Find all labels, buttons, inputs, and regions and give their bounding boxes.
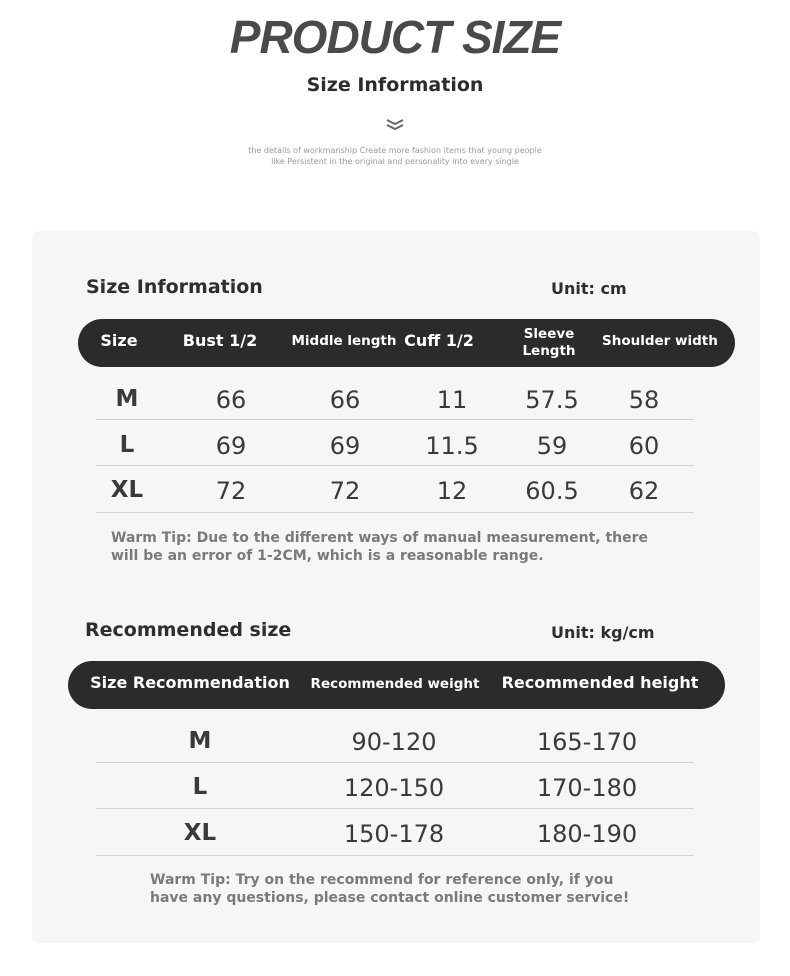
table-cell-shoulder-width: 60 bbox=[628, 432, 660, 460]
column-header-cuff: Cuff 1/2 bbox=[404, 331, 474, 350]
measurement-tip: Warm Tip: Due to the different ways of manual measurement, there will be an error of 1-2CM, which is a reasonable range. bbox=[111, 530, 649, 564]
column-header-recommended-height: Recommended height bbox=[501, 673, 699, 692]
table-cell-size: XL bbox=[183, 820, 217, 846]
column-header-recommended-weight: Recommended weight bbox=[310, 676, 480, 692]
tagline-line-1: the details of workmanship Create more fashion items that young people bbox=[248, 146, 542, 155]
table-cell-shoulder-width: 58 bbox=[628, 386, 660, 414]
table-cell-height: 165-170 bbox=[536, 728, 638, 756]
table-cell-cuff: 11.5 bbox=[425, 432, 479, 460]
column-header-middle-length: Middle length bbox=[291, 333, 397, 349]
table-cell-bust: 69 bbox=[215, 432, 247, 460]
page-title: PRODUCT SIZE bbox=[229, 11, 561, 63]
table-cell-size: L bbox=[119, 432, 135, 458]
column-header-bust: Bust 1/2 bbox=[182, 331, 258, 350]
row-divider bbox=[96, 808, 694, 809]
row-divider bbox=[96, 465, 694, 466]
recommended-table-header bbox=[68, 661, 725, 709]
table-cell-sleeve-length: 57.5 bbox=[525, 386, 579, 414]
size-info-table-header bbox=[78, 319, 735, 367]
table-cell-weight: 90-120 bbox=[351, 728, 437, 756]
table-cell-middle-length: 72 bbox=[329, 477, 361, 505]
table-cell-size: L bbox=[192, 774, 208, 800]
table-cell-cuff: 12 bbox=[436, 477, 468, 505]
column-header-shoulder-width: Shoulder width bbox=[602, 333, 718, 349]
size-info-title: Size Information bbox=[86, 276, 263, 298]
row-divider bbox=[96, 762, 694, 763]
table-cell-size: XL bbox=[110, 477, 144, 503]
table-cell-bust: 72 bbox=[215, 477, 247, 505]
size-info-unit: Unit: cm bbox=[551, 279, 627, 298]
table-cell-middle-length: 66 bbox=[329, 386, 361, 414]
recommended-title: Recommended size bbox=[85, 619, 292, 641]
recommendation-tip: Warm Tip: Try on the recommend for reference only, if you have any questions, please contact online customer service! bbox=[150, 872, 630, 906]
table-cell-height: 180-190 bbox=[536, 820, 638, 848]
tagline bbox=[0, 145, 790, 167]
table-cell-sleeve-length: 60.5 bbox=[525, 477, 579, 505]
table-cell-middle-length: 69 bbox=[329, 432, 361, 460]
table-cell-shoulder-width: 62 bbox=[628, 477, 660, 505]
recommended-unit: Unit: kg/cm bbox=[551, 623, 655, 642]
table-cell-weight: 150-178 bbox=[343, 820, 445, 848]
row-divider bbox=[96, 512, 694, 513]
table-cell-bust: 66 bbox=[215, 386, 247, 414]
tagline-line-2: like Persistent in the original and personality into every single bbox=[271, 157, 519, 166]
table-cell-sleeve-length: 59 bbox=[536, 432, 568, 460]
row-divider bbox=[96, 855, 694, 856]
table-cell-size: M bbox=[188, 728, 212, 754]
table-cell-size: M bbox=[115, 386, 139, 412]
table-cell-cuff: 11 bbox=[436, 386, 468, 414]
column-header-sleeve-length: Sleeve Length bbox=[522, 326, 576, 359]
column-header-size-recommendation: Size Recommendation bbox=[90, 673, 290, 692]
row-divider bbox=[96, 419, 694, 420]
table-cell-height: 170-180 bbox=[536, 774, 638, 802]
double-chevron-down-icon bbox=[385, 118, 405, 132]
table-cell-weight: 120-150 bbox=[343, 774, 445, 802]
page-subtitle: Size Information bbox=[306, 74, 484, 96]
column-header-size: Size bbox=[100, 331, 138, 350]
